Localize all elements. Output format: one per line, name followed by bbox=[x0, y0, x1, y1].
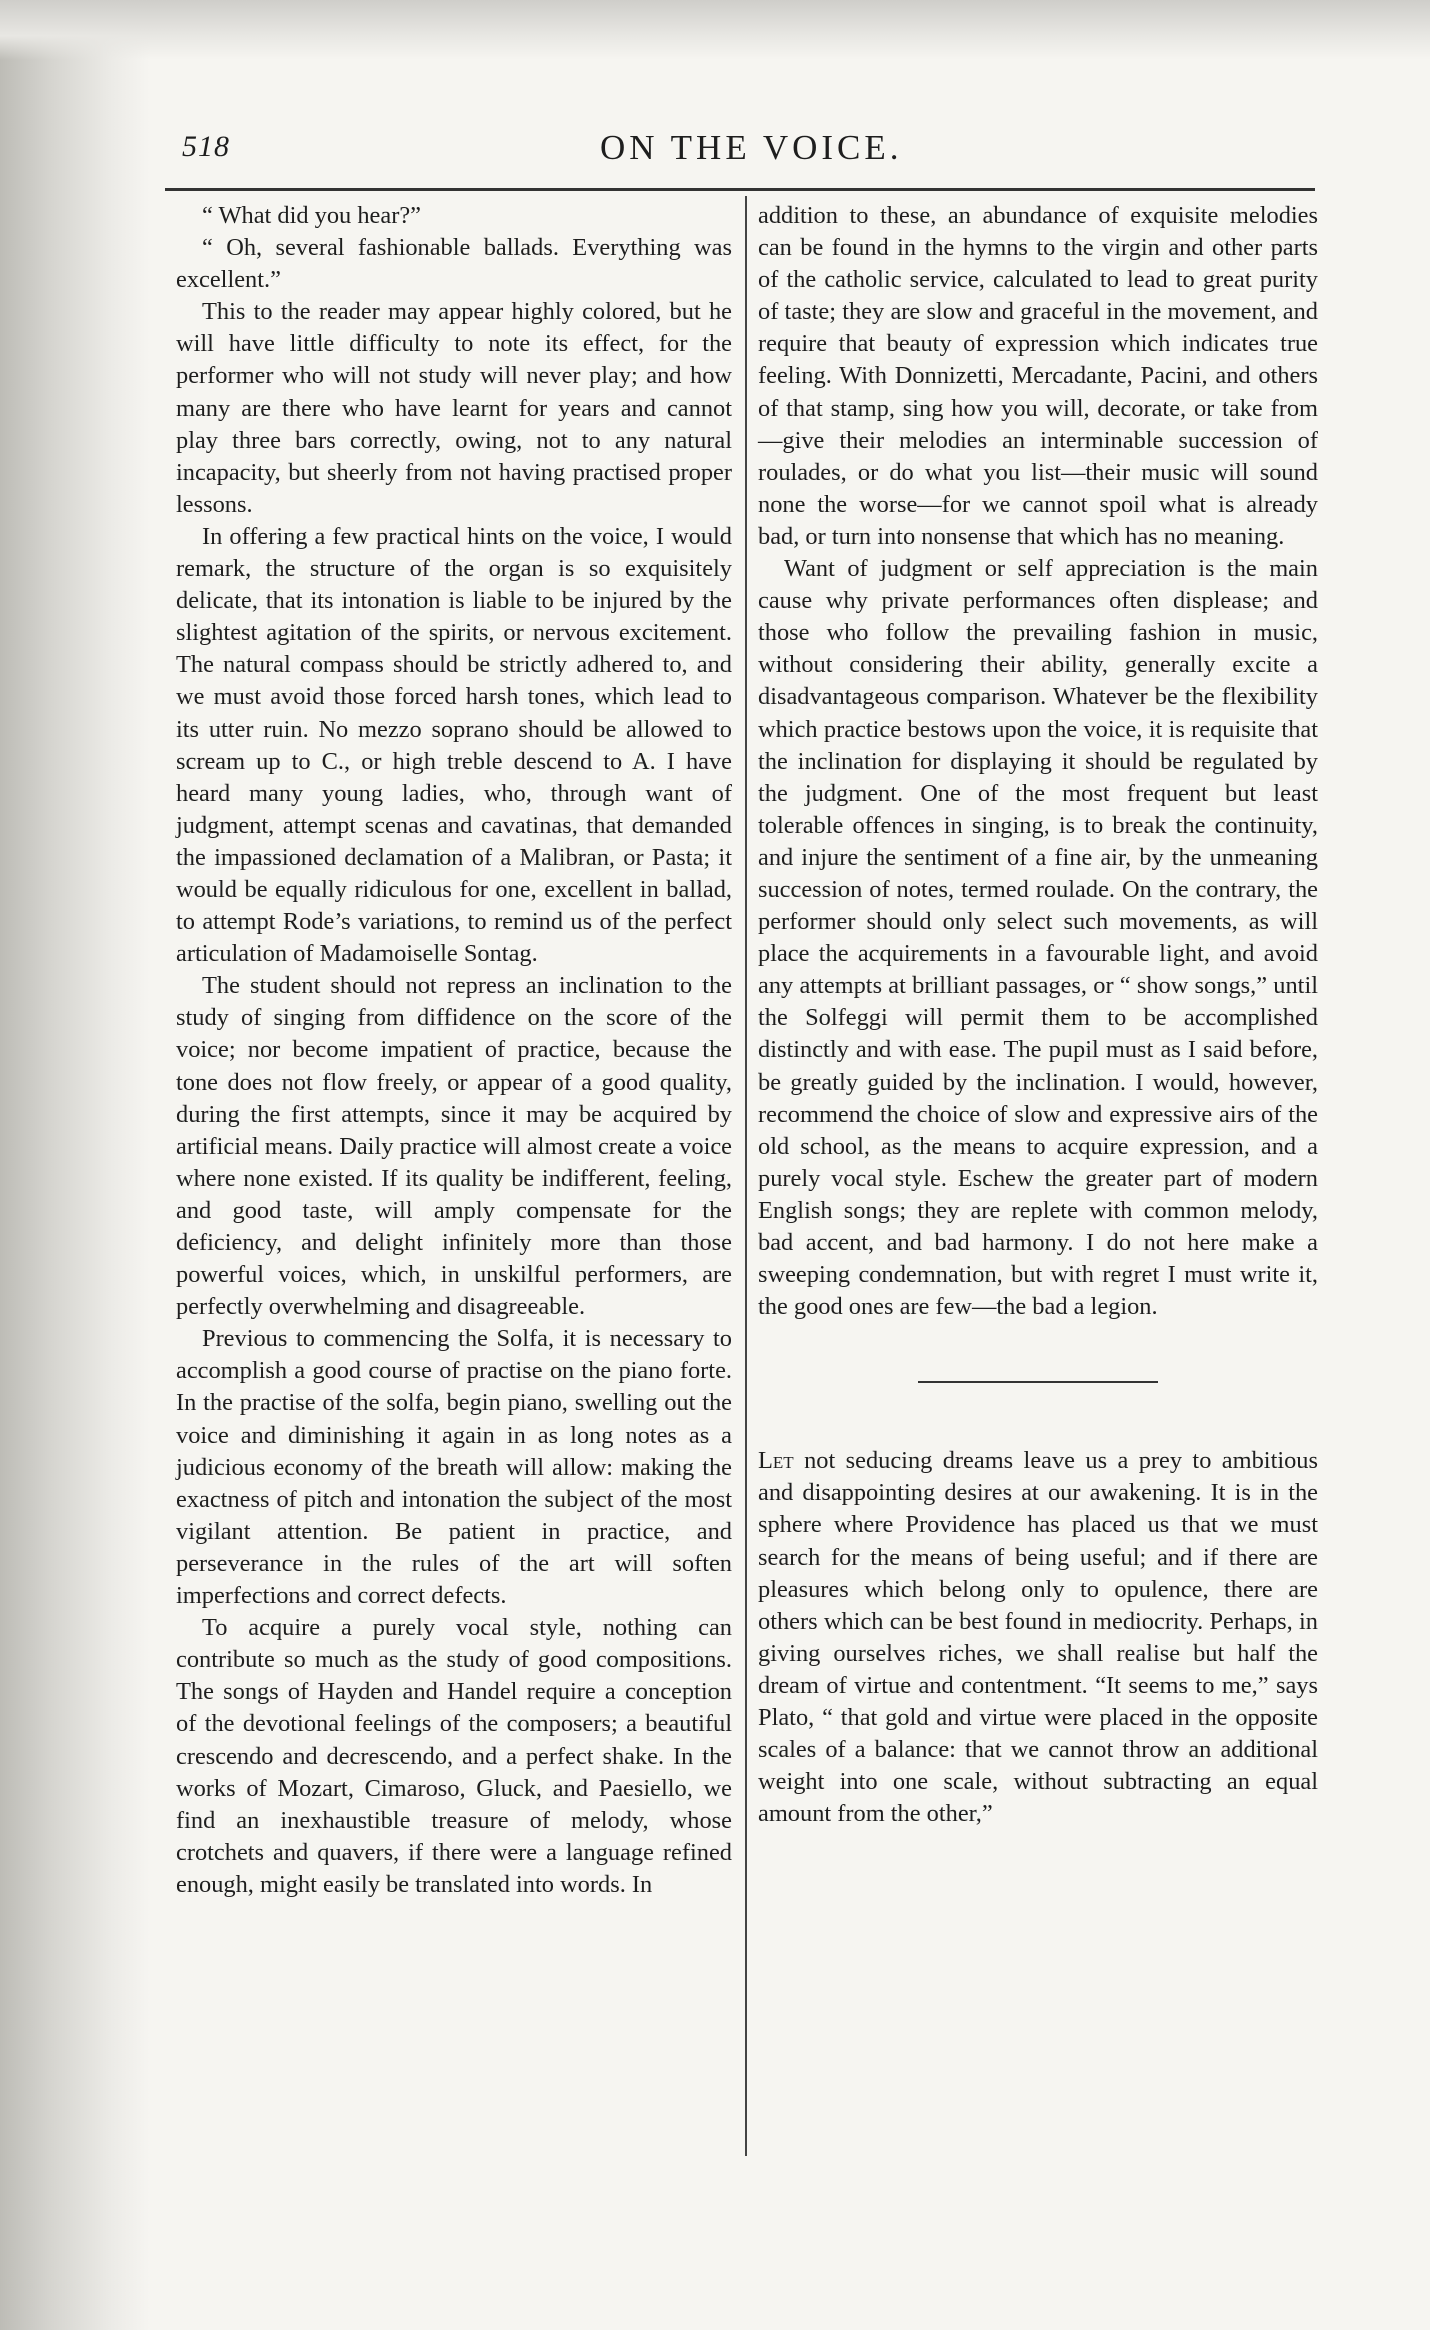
paragraph bbox=[758, 1445, 1318, 1830]
page-number: 518 bbox=[182, 130, 230, 163]
header-rule bbox=[165, 188, 1315, 191]
paragraph: This to the reader may appear highly colored, but he will have little difficulty to note its effect, for the performer who will not study will never play; and how many are there who have learnt for years and cannot play three bars correctly, owing, not to any natural incapacity, but sheerly from not having practised proper lessons. bbox=[176, 298, 732, 518]
left-column bbox=[176, 200, 732, 1901]
paragraph: Want of judgment or self appreciation is the main cause why private performances often displease; and those who follow the prevailing fashion in music, without considering their ability, generally excite a disadvantageous comparison. Whatever be the flexibility which practice bestows upon the voice, it is requisite that the inclination for displaying it should be regulated by the judgment. One of the most frequent but least tolerable offences in singing, is to break the continuity, and injure the sentiment of a fine air, by the unmeaning succession of notes, termed roulade. On the contrary, the performer should only select such movements, as will place the acquirements in a favourable light, and avoid any attempts at brilliant passages, or “ show songs,” until the Solfeggi will permit them to be accomplished distinctly and with ease. The pupil must as I said before, be greatly guided by the inclination. I would, however, recommend the choice of slow and expressive airs of the old school, as the means to acquire expression, and a purely vocal style. Eschew the greater part of modern English songs; they are replete with common melody, bad accent, and bad harmony. I do not here make a sweeping condemnation, but with regret I must write it, the good ones are few—the bad a legion. bbox=[758, 555, 1318, 1321]
paragraph: To acquire a purely vocal style, nothing can contribute so much as the study of good compositions. The songs of Hayden and Handel require a conception of the devotional feelings of the composers; a beautiful crescendo and decrescendo, and a perfect shake. In the works of Mozart, Cimaroso, Gluck, and Paesiello, we find an inexhaustible treasure of melody, whose crotchets and quavers, if there were a language refined enough, might easily be translated into words. In bbox=[176, 1614, 732, 1898]
page-shadow-left bbox=[0, 0, 150, 2330]
paragraph: addition to these, an abundance of exquisite melodies can be found in the hymns to the virgin and other parts of the catholic service, calculated to lead to great purity of taste; they are slow and graceful in the movement, and require that beauty of expression which indicates true feeling. With Donnizetti, Mercadante, Pacini, and others of that stamp, sing how you will, decorate, or take from—give their melodies an interminable succession of roulades, or do what you list—their music will sound none the worse—for we cannot spoil what is already bad, or turn into nonsense that which has no meaning. bbox=[758, 202, 1318, 550]
section-divider bbox=[918, 1381, 1158, 1383]
column-divider bbox=[745, 196, 747, 2156]
paragraph: The student should not repress an inclination to the study of singing from diffidence on the score of the voice; nor become impatient of practice, because the tone does not flow freely, or appear of a good quality, during the first attempts, since it may be acquired by artificial means. Daily practice will almost create a voice where none existed. If its quality be indifferent, feeling, and good taste, will amply compensate for the deficiency, and delight infinitely more than those powerful voices, which, in unskilful performers, are perfectly overwhelming and disagreeable. bbox=[176, 972, 732, 1321]
paragraph: Previous to commencing the Solfa, it is necessary to accomplish a good course of practise on the piano forte. In the practise of the solfa, begin piano, swelling out the voice and diminishing it again in as long notes as a judicious economy of the breath will allow: making the exactness of pitch and intonation the subject of the most vigilant attention. Be patient in practice, and perseverance in the rules of the art will soften imperfections and correct defects. bbox=[176, 1325, 732, 1610]
lead-word: Let bbox=[758, 1447, 794, 1475]
page-header bbox=[170, 118, 1320, 178]
paragraph: “ Oh, several fashionable ballads. Everything was excellent.” bbox=[176, 234, 732, 294]
paragraph: “ What did you hear?” bbox=[202, 202, 421, 229]
paragraph-text: not seducing dreams leave us a prey to ambitious and disappointing desires at our awakening. It is in the sphere where Providence has placed us that we must search for the means of being useful; and if there are pleasures which belong only to opulence, there are others which can be best found in mediocrity. Perhaps, in giving ourselves riches, we shall realise but half the dream of virtue and contentment. “It seems to me,” says Plato, “ that gold and virtue were placed in the opposite scales of a balance: that we cannot throw an additional weight into one scale, without subtracting an equal amount from the other,” bbox=[758, 1447, 1318, 1828]
running-title: ON THE VOICE. bbox=[600, 128, 903, 167]
paragraph: In offering a few practical hints on the voice, I would remark, the structure of the organ is so exquisitely delicate, that its intonation is liable to be injured by the slightest agitation of the spirits, or nervous excitement. The natural compass should be strictly adhered to, and we must avoid those forced harsh tones, which lead to its utter ruin. No mezzo soprano should be allowed to scream up to C., or high treble descend to A. I have heard many young ladies, who, through want of judgment, attempt scenas and cavatinas, that demanded the impassioned declamation of a Malibran, or Pasta; it would be equally ridiculous for one, excellent in ballad, to attempt Rode’s variations, to remind us of the perfect articulation of Madamoiselle Sontag. bbox=[176, 522, 732, 968]
page-shadow-top bbox=[0, 0, 1430, 60]
right-column bbox=[758, 200, 1318, 1830]
